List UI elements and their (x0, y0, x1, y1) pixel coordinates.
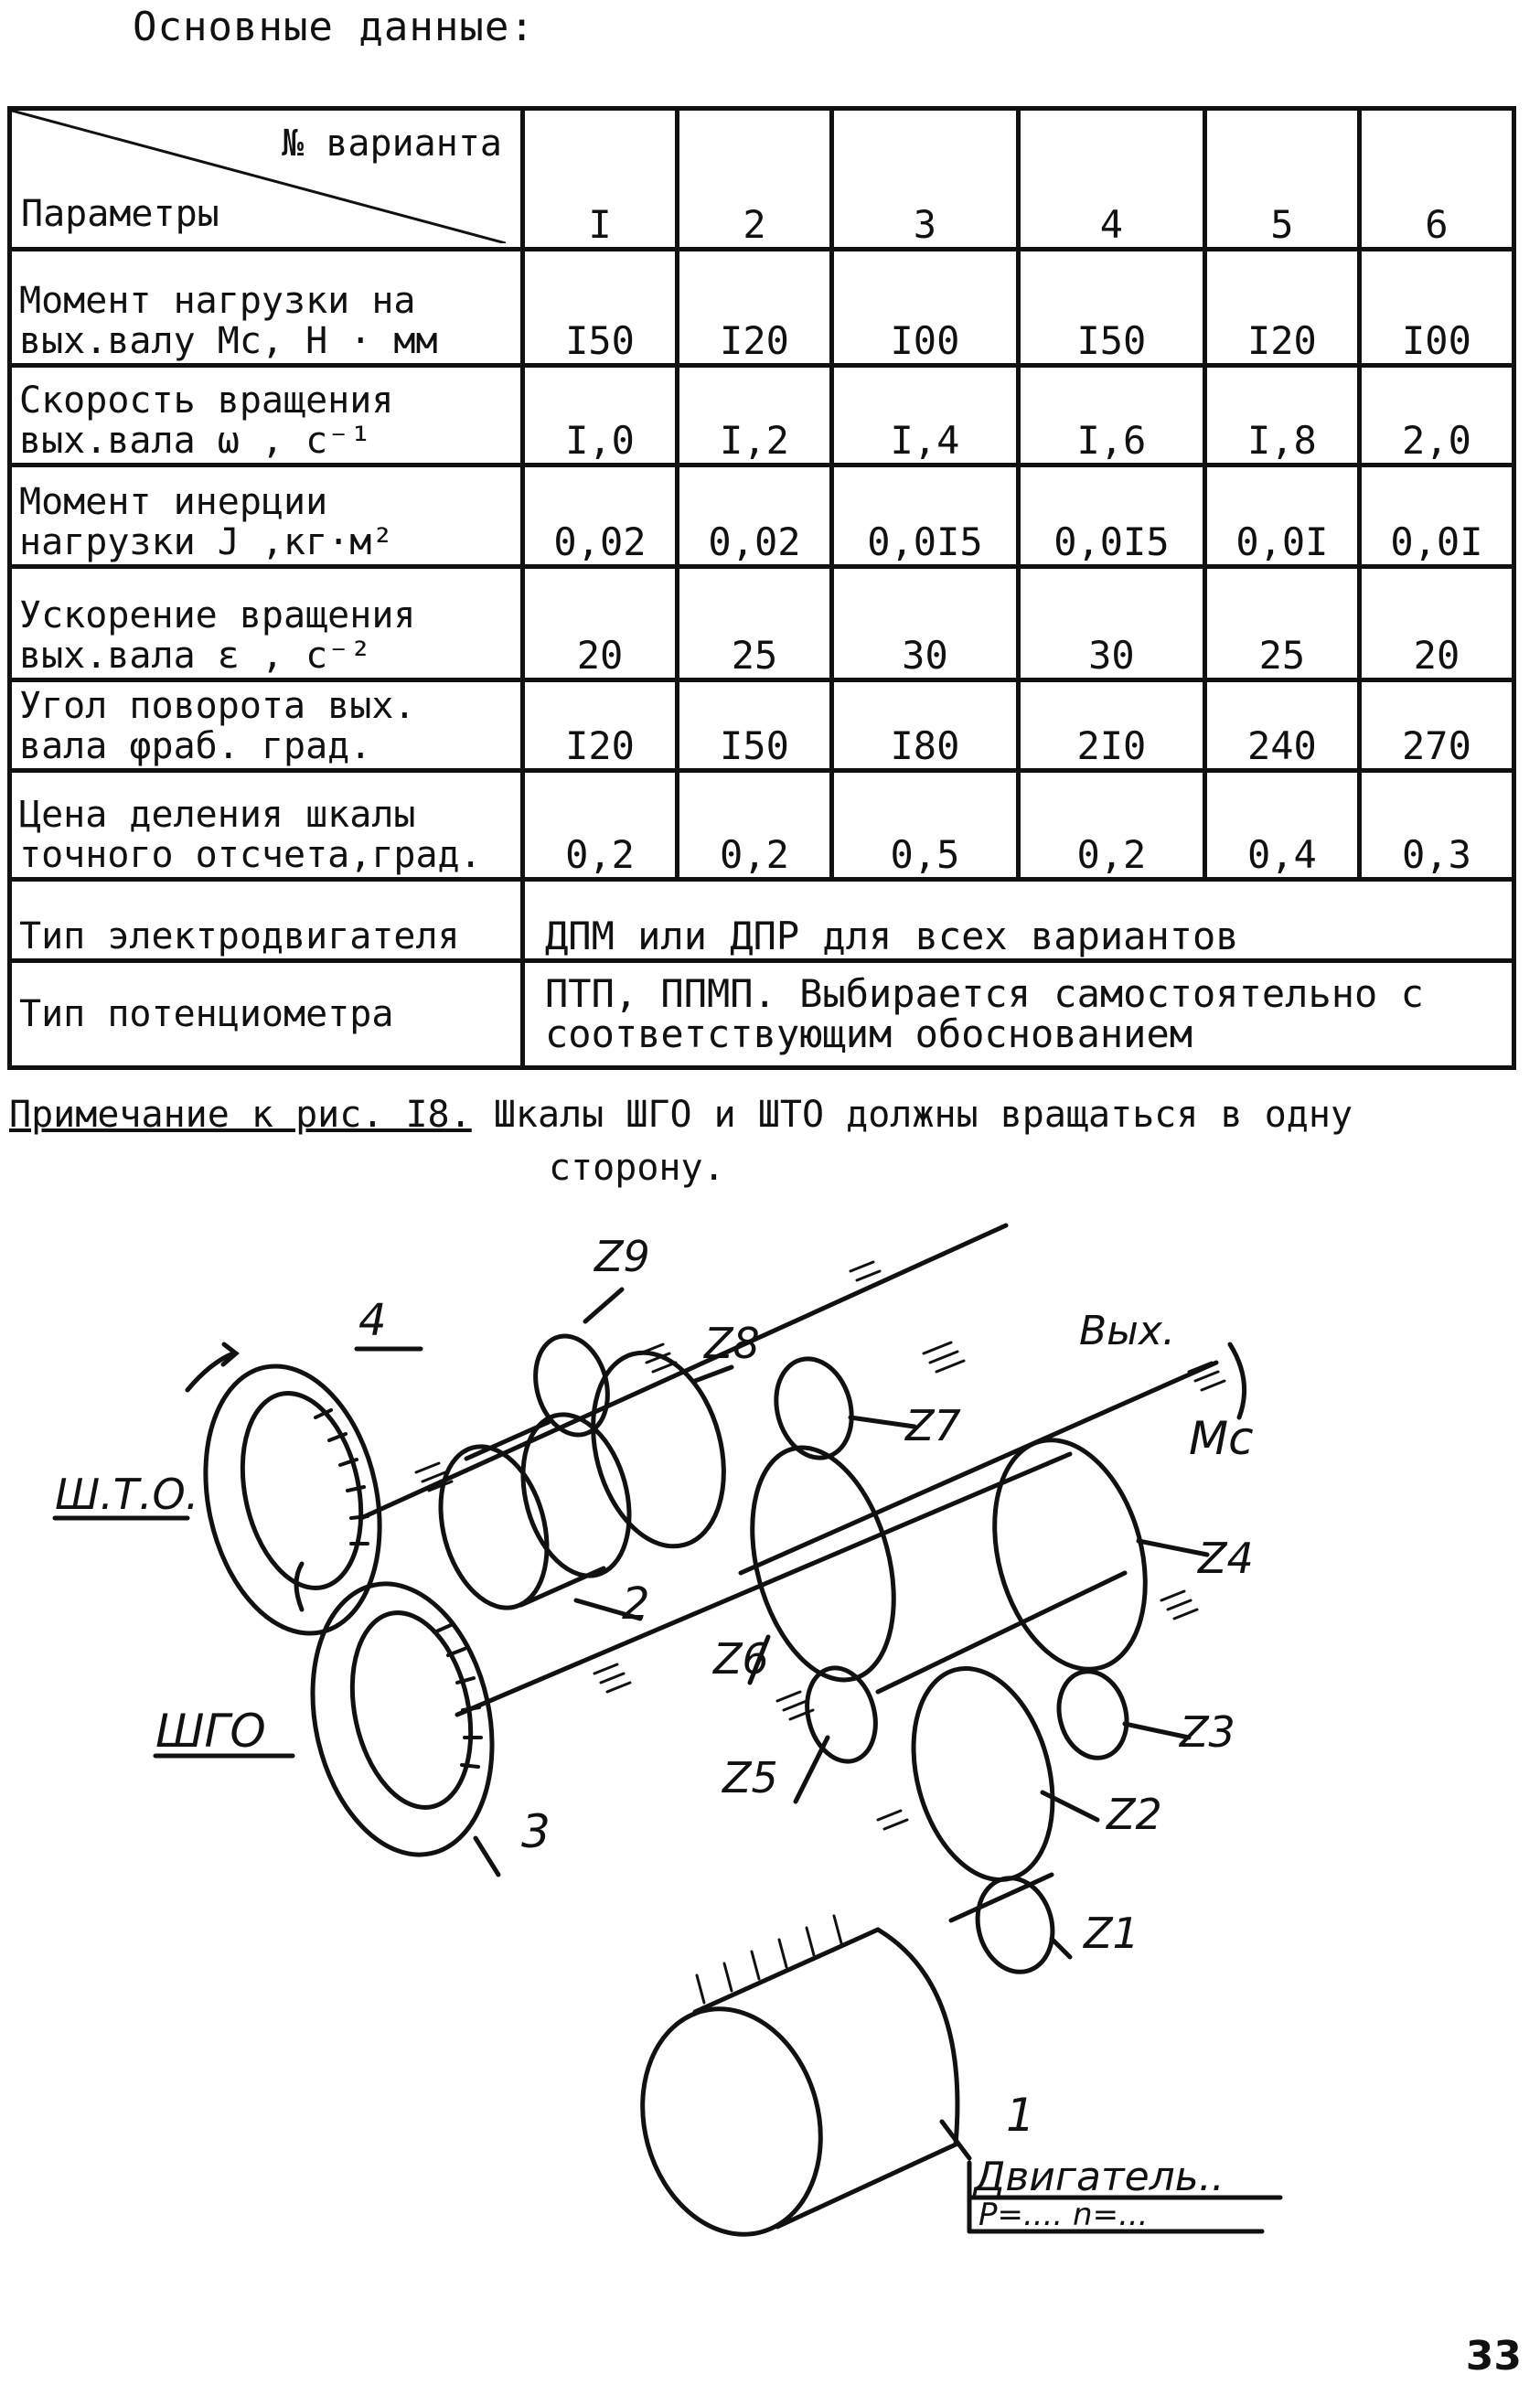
table-cell: 0,02 (523, 465, 678, 567)
param-line: Скорость вращения (19, 380, 394, 422)
table-cell: 0,0I5 (1018, 465, 1204, 567)
table-cell: I,6 (1018, 366, 1204, 465)
motor-front (618, 1989, 845, 2241)
label-z8: Z8 (704, 1319, 760, 1368)
table-cell: I50 (523, 250, 678, 366)
param-line: Момент нагрузки на (19, 280, 416, 322)
gear-z4 (971, 1423, 1170, 1686)
param-name (10, 465, 523, 567)
table-row (10, 680, 1514, 771)
variant-header: 5 (1204, 109, 1359, 250)
table-cell: I50 (1018, 250, 1204, 366)
parameters-table (7, 106, 1516, 1070)
table-cell: 0,4 (1204, 771, 1359, 880)
shgo-ticks (434, 1625, 481, 1767)
table-cell: 25 (677, 567, 831, 680)
note-paragraph (9, 1088, 1527, 1194)
table-cell: 0,0I (1204, 465, 1359, 567)
gear-train-figure (0, 1216, 1540, 2241)
page-heading: Основные данные: (133, 4, 535, 50)
label-1: 1 (1006, 2089, 1035, 2142)
leader-z4 (1139, 1541, 1207, 1555)
gear-z3 (1050, 1663, 1136, 1765)
label-z9: Z9 (594, 1232, 650, 1281)
param-line: Угол поворота вых. (19, 685, 416, 727)
table-cell: 20 (523, 567, 678, 680)
table-cell: 0,02 (677, 465, 831, 567)
label-z5: Z5 (722, 1753, 778, 1802)
leader-z5 (796, 1738, 828, 1802)
param-line: вала φраб. град. (19, 725, 372, 767)
pot-line: ПТП, ППМП. Выбирается самостоятельно с (545, 971, 1424, 1016)
param-name: Тип электродвигателя (10, 880, 523, 961)
gear-z2 (892, 1652, 1075, 1895)
label-z4: Z4 (1198, 1534, 1254, 1583)
corner-cell (10, 109, 523, 250)
table-cell: 2,0 (1359, 366, 1513, 465)
table-cell: 0,2 (523, 771, 678, 880)
param-line: вых.валу Мс, Н · мм (19, 320, 438, 362)
table-cell: 25 (1204, 567, 1359, 680)
table-cell: 20 (1359, 567, 1513, 680)
table-cell: 0,2 (1018, 771, 1204, 880)
table-cell: 0,3 (1359, 771, 1513, 880)
page-number: 33 (1465, 2333, 1522, 2380)
table-cell: I,2 (677, 366, 831, 465)
param-line: точного отсчета,град. (19, 834, 482, 876)
table-cell: I,4 (831, 366, 1018, 465)
table-cell: I20 (523, 680, 678, 771)
table-cell: I50 (677, 680, 831, 771)
table-cell: 30 (1018, 567, 1204, 680)
table-cell: I80 (831, 680, 1018, 771)
lower-shaft (878, 1573, 1125, 1692)
param-name (10, 771, 523, 880)
variant-header: I (523, 109, 678, 250)
table-row (10, 880, 1514, 961)
label-3: 3 (521, 1805, 551, 1858)
label-z3: Z3 (1180, 1707, 1235, 1757)
table-header-row (10, 109, 1514, 250)
variant-header: 6 (1359, 109, 1513, 250)
variant-header: 3 (831, 109, 1018, 250)
label-vyh: Вых. (1079, 1308, 1175, 1354)
motor-type-value: ДПМ или ДПР для всех вариантов (523, 880, 1514, 961)
note-label: Примечание к рис. I8. (9, 1094, 472, 1136)
param-line: Цена деления шкалы (19, 794, 416, 836)
param-name (10, 250, 523, 366)
table-row (10, 465, 1514, 567)
label-motor: Двигатель.. (974, 2154, 1225, 2200)
table-cell: I20 (677, 250, 831, 366)
element-2-front (424, 1435, 564, 1620)
table-cell: I00 (1359, 250, 1513, 366)
motor-back (878, 1930, 957, 2144)
table-cell: I20 (1204, 250, 1359, 366)
parameters-label: Параметры (21, 193, 219, 235)
leader-z8 (695, 1367, 732, 1381)
param-line: Момент инерции (19, 481, 328, 523)
pot-type-value (523, 961, 1514, 1068)
table-cell: I00 (831, 250, 1018, 366)
table-cell: I,8 (1204, 366, 1359, 465)
mc-arrow (1230, 1344, 1245, 1417)
label-z2: Z2 (1107, 1790, 1162, 1839)
label-z1: Z1 (1084, 1909, 1139, 1958)
table-cell: 0,5 (831, 771, 1018, 880)
leader-z9 (585, 1289, 622, 1321)
table-row (10, 567, 1514, 680)
leader-3 (476, 1838, 498, 1875)
variant-header: 4 (1018, 109, 1204, 250)
param-line: вых.вала ε , с⁻² (19, 635, 372, 677)
leader-z1 (1052, 1939, 1070, 1957)
param-name (10, 567, 523, 680)
table-cell: 0,2 (677, 771, 831, 880)
motor-hatch (697, 1916, 841, 2003)
table-row (10, 961, 1514, 1068)
param-name: Тип потенциометра (10, 961, 523, 1068)
gear-z1 (968, 1869, 1063, 1980)
table-cell: 30 (831, 567, 1018, 680)
pot-line: соответствующим обоснованием (545, 1011, 1193, 1056)
table-row (10, 250, 1514, 366)
table-row (10, 366, 1514, 465)
label-2: 2 (622, 1578, 650, 1630)
table-cell: 240 (1204, 680, 1359, 771)
label-z7: Z7 (905, 1401, 961, 1450)
note-continuation: сторону. (549, 1147, 725, 1189)
label-mc: Мс (1189, 1412, 1254, 1465)
param-name (10, 680, 523, 771)
label-4: 4 (358, 1295, 387, 1346)
table-cell: 0,0I (1359, 465, 1513, 567)
note-text: Шкалы ШГО и ШТО должны вращаться в одну (493, 1094, 1353, 1136)
param-line: Ускорение вращения (19, 594, 416, 636)
table-cell: 0,0I5 (831, 465, 1018, 567)
gear-z5 (797, 1660, 885, 1769)
param-line: нагрузки J ,кг·м² (19, 521, 394, 563)
table-cell: I,0 (523, 366, 678, 465)
variant-header: 2 (677, 109, 831, 250)
table-row (10, 771, 1514, 880)
label-shto: Ш.Т.О. (55, 1470, 199, 1519)
label-z6: Z6 (713, 1634, 769, 1684)
motor-body (695, 1930, 956, 2227)
label-shgo: ШГО (155, 1705, 266, 1758)
element-2-body (466, 1422, 604, 1605)
param-line: вых.вала ω , с⁻¹ (19, 420, 372, 462)
table-cell: 2I0 (1018, 680, 1204, 771)
table-cell: 270 (1359, 680, 1513, 771)
label-power: P=.... n=... (979, 2197, 1149, 2233)
param-name (10, 366, 523, 465)
variant-number-label: № варианта (282, 123, 502, 165)
